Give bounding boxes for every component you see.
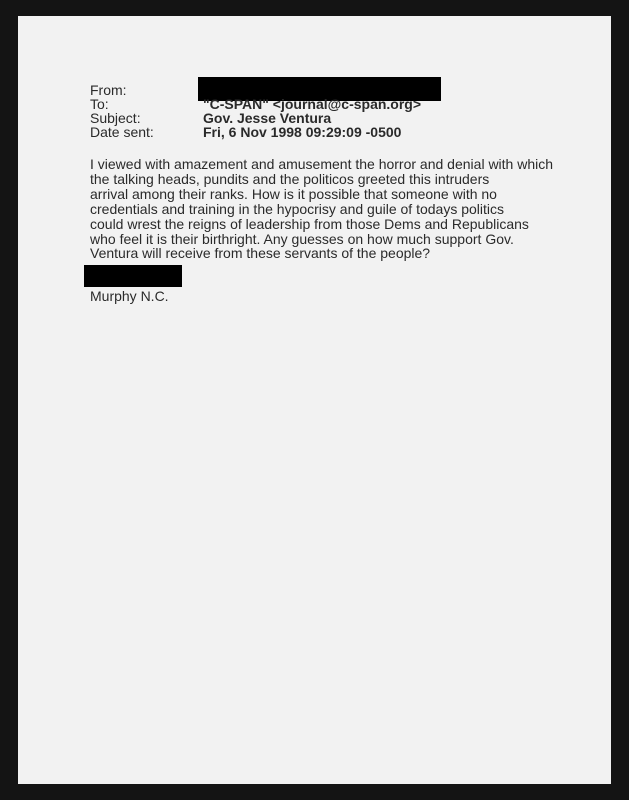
redaction-bar-signature (84, 265, 182, 287)
email-body (90, 157, 580, 261)
body-line: could wrest the reigns of leadership from those Dems and Republicans (90, 215, 529, 232)
body-line: arrival among their ranks. How is it possible that someone with no (90, 185, 497, 202)
body-line: Ventura will receive from these servants of the people? (90, 245, 431, 262)
date-label: Date sent: (90, 124, 154, 140)
date-value: Fri, 6 Nov 1998 09:29:09 -0500 (203, 124, 402, 140)
to-label: To: (90, 96, 109, 112)
subject-label: Subject: (90, 110, 141, 126)
body-line: who feel it is their birthright. Any guesses on how much support Gov. (90, 230, 514, 247)
to-value: "C-SPAN" <journal@c-span.org> (203, 96, 422, 112)
from-label: From: (90, 82, 127, 98)
subject-value: Gov. Jesse Ventura (203, 110, 332, 126)
body-line: credentials and training in the hypocrisy and guile of todays politics (90, 200, 505, 217)
body-line: I viewed with amazement and amusement the horror and denial with which (90, 156, 554, 172)
signature-name: Murphy N.C. (90, 288, 169, 304)
body-line: the talking heads, pundits and the politicos greeted this intruders (90, 170, 490, 187)
